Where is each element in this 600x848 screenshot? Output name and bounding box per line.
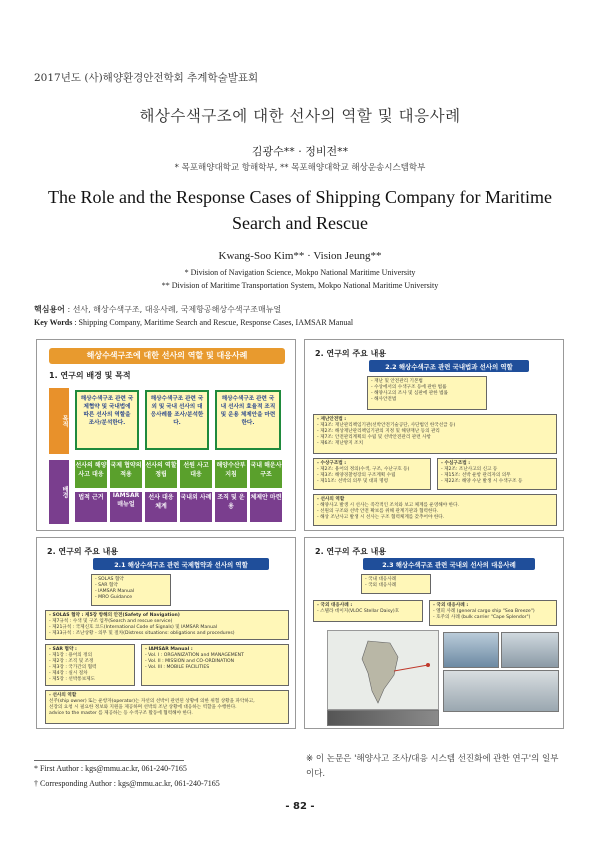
authors-korean: 김광수** · 정비전**: [251, 145, 349, 158]
solas-box-line: - 제21규칙 : 국제신호 코드(International Code of Signals) 및 IAMSAR Manual: [49, 625, 218, 630]
convention-list-item: - IAMSAR Manual: [95, 589, 135, 594]
case-right-title: - 국외 대응사례 :: [433, 603, 469, 608]
disaster-box-line: - 제3조: 재난관리책임기관(선박안전기술공단, 사단법인 한국선급 등): [317, 423, 456, 428]
slide-3-section: 2. 연구의 주요 내용: [47, 547, 119, 556]
slide-1-bg-green-1: 선사의 해양사고 대응: [75, 460, 107, 488]
case-list-item: - 국외 대응사례: [365, 583, 397, 588]
law-list-item: - 수상에서의 수색구조 등에 관한 법률: [371, 385, 447, 390]
sar-box-line: - 제2장 : 조직 및 조정: [49, 659, 94, 664]
role-box-line: - 해상 조난사고 발생 시 선사는 구조 협력체계를 갖추어야 한다.: [317, 515, 445, 520]
slide-4-case-list: [361, 574, 431, 594]
slide-4-right-box: [429, 600, 557, 626]
left-box-line: - 제11조: 선박의 의무 및 대피 명령: [317, 479, 389, 484]
slide-1-bg-purple-6: 체제안 마련: [250, 492, 282, 522]
keywords-korean-text: : 선사, 해상수색구조, 대응사례, 국제항공해상수색구조매뉴얼: [64, 305, 282, 314]
slide-3-role-box: [45, 690, 289, 724]
slide-2-subtitle: 2.2 해상수색구조 관련 국내법과 선사의 역할: [385, 363, 513, 371]
case-list-item: - 국내 대응사례: [365, 577, 397, 582]
role3-box-line: advice to the master 를 제공하는 등 수색구조 활동에 협력해야 한다.: [49, 711, 193, 716]
slide-2-left-box: [313, 458, 431, 490]
slide-1-side-top: 목적: [49, 388, 69, 454]
slide-2-section: 2. 연구의 주요 내용: [315, 349, 387, 358]
slide-1-bg-purple-3: 선사 대응 체계: [145, 492, 177, 522]
case-left-line: - 스텔라 데이지(VLOC Stellar Daisy)호: [317, 609, 400, 614]
law-list-item: - 해양사고의 조사 및 심판에 관한 법률: [371, 391, 448, 396]
disaster-box-line: - 제2조: 해상재난관리책임기관의 지정 및 해양재난 등의 관리: [317, 429, 440, 434]
ship-photo-4: [327, 710, 439, 726]
convention-list-item: - SAR 협약: [95, 583, 118, 588]
affiliation-english-1: * Division of Navigation Science, Mokpo National Maritime University: [184, 268, 416, 277]
ship-photo-3: [443, 670, 559, 712]
sar-box-title: - SAR 협약 :: [49, 647, 77, 652]
slide-1-bg-green-6: 국내 해운사 구조: [250, 460, 282, 488]
convention-list-item: - MRO Guidance: [95, 595, 133, 600]
slide-1-bg-green-2: 국제 협약의 적용: [110, 460, 142, 488]
right-box-line: - 제22조: 해양 수난 발생 시 수색구조 등: [441, 479, 523, 484]
left-box-line: - 제3조: 해양경찰청장의 구조계획 수립: [317, 473, 396, 478]
ship-photo-1: [443, 632, 499, 668]
slide-1-bg-purple-1: 법적 근거: [75, 492, 107, 522]
iamsar-box-line: - Vol. I : ORGANIZATION and MANAGEMENT: [145, 653, 244, 658]
slide-4-section: 2. 연구의 주요 내용: [315, 547, 387, 556]
convention-list-item: - SOLAS 협약: [95, 577, 124, 582]
slide-2-right-box: [437, 458, 557, 490]
keywords-english-label: Key Words: [34, 318, 73, 327]
slide-1-goal-1: 해상수색구조 관련 국제협약 및 국내법에 따른 선사의 역할을 조사/분석한다.: [75, 390, 139, 450]
sar-box-line: - 제5장 : 선박통보제도: [49, 677, 96, 682]
slide-1-goal-2: 해상수색구조 관련 국외 및 국내 선사의 대응사례를 조사/분석한다.: [145, 390, 209, 450]
slide-4-subtitle: 2.3 해상수색구조 관련 국내외 선사의 대응사례: [382, 561, 516, 569]
disaster-box-line: - 제6조: 재난방지 조치: [317, 441, 364, 446]
left-box-line: - 제2조: 용어의 정의(수색, 구조, 수난구호 등): [317, 467, 410, 472]
keywords-english: [34, 318, 353, 327]
slide-4: [304, 537, 564, 729]
sar-box-line: - 제1장 : 용어의 정의: [49, 653, 93, 658]
ship-photo-2: [501, 632, 559, 668]
role-box-line: - 해양사고 발생 시 선사는 즉각적인 조치와 보고 체계를 운영해야 한다.: [317, 503, 459, 508]
solas-box-line: - 제33규칙 : 조난상황 - 의무 및 절차(Distress situations: obligations and procedures): [49, 631, 235, 636]
case-left-title: - 국외 대응사례 :: [317, 603, 353, 608]
slide-4-left-box: [313, 600, 423, 622]
slide-1-banner-text: 해상수색구조에 대한 선사의 역할 및 대응사례: [86, 351, 248, 360]
right-box-title: - 수심구조법 :: [441, 461, 471, 466]
role-box-line: - 선원의 구조와 선박 안전 확보를 위해 관계기관과 협력한다.: [317, 509, 439, 514]
affiliation-english-2: ** Division of Maritime Transportation System, Mokpo National Maritime University: [161, 281, 439, 290]
disaster-box-line: - 제7조: 안전관리계획의 수립 및 선박안전관리 관련 사항: [317, 435, 431, 440]
slide-1-bg-green-3: 선사의 역할 정립: [145, 460, 177, 488]
slide-1-bg-green-5: 해양수산부 지침: [215, 460, 247, 488]
iamsar-box-line: - Vol. II : MISSION and CO-ORDINATION: [145, 659, 235, 664]
slide-1-section: 1. 연구의 배경 및 목적: [49, 371, 131, 380]
slide-1-side-bottom: 배경: [49, 460, 69, 524]
role3-box-title: - 선사의 역할: [49, 693, 77, 698]
chart-map-image: [327, 630, 439, 710]
slide-3-convention-list: [91, 574, 171, 606]
footnote-first-author: * First Author : kgs@mmu.ac.kr, 061-240-7165: [34, 764, 187, 773]
slide-1-goal-3: 해상수색구조 관련 국내 선사의 효율적 조직 및 운용 체제안을 마련한다.: [215, 390, 281, 450]
slide-1-bg-purple-4: 국내외 사례: [180, 492, 212, 522]
role3-box-line: 선주(ship owner) 또는 운항자(operator)는 자선의 선박이 관련된 상황에 의한 위험 상황을 파악하고,: [49, 699, 255, 704]
slide-3-iamsar-box: [141, 644, 289, 686]
slide-3-sar-box: [45, 644, 135, 686]
slide-2: [304, 339, 564, 531]
iamsar-box-title: - IAMSAR Manual :: [145, 647, 193, 652]
sar-box-line: - 제4장 : 실시 절차: [49, 671, 88, 676]
left-box-title: - 수상구조법 :: [317, 461, 347, 466]
affiliations-korean: * 목포해양대학교 항해학부, ** 목포해양대학교 해상운송시스템학부: [174, 163, 426, 173]
title-english: The Role and the Response Cases of Shipping Company for Maritime Search and Rescue: [48, 187, 552, 233]
solas-box-title: - SOLAS 협약 : 제5장 항해의 안전(Safety of Navigation): [49, 613, 180, 618]
slide-3-subtitle: 2.1 해상수색구조 관련 국제협약과 선사의 역할: [114, 561, 248, 569]
slide-2-disaster-box: [313, 414, 557, 454]
law-list-item: - 재난 및 안전관리 기본법: [371, 379, 423, 384]
slide-2-law-list: [367, 376, 487, 410]
slide-2-role-box: [313, 494, 557, 526]
right-box-line: - 제15조: 선박 운항 관리자의 의무: [441, 473, 511, 478]
slide-1-bg-purple-2: IAMSAR 매뉴얼: [110, 492, 142, 522]
case-right-line: - 호주의 사례 (bulk carrier "Cape Splendor"): [433, 615, 531, 620]
page-number: - 82 -: [285, 801, 315, 812]
conference-header: 2017년도 (사)해양환경안전학회 추계학술발표회: [34, 72, 259, 84]
role3-box-line: 선장의 요청 시 필요한 정보와 지원을 제공하며 선박의 조난 상황에 대응하는 역할을 수행한다.: [49, 705, 237, 710]
solas-box-line: - 제7규칙 : 수색 및 구조 업무(Search and rescue service): [49, 619, 173, 624]
slide-1-bg-purple-5: 조직 및 운용: [215, 492, 247, 522]
title-korean: 해상수색구조에 대한 선사의 역할 및 대응사례: [139, 107, 461, 125]
disaster-box-title: - 재난안전법 :: [317, 417, 347, 422]
law-list-item: - 해사안전법: [371, 397, 397, 402]
map-drawing: [328, 631, 438, 709]
keywords-korean: [34, 304, 281, 315]
slide-1-bg-green-4: 선원 사고 대응: [180, 460, 212, 488]
slide-3-solas-box: [45, 610, 289, 640]
sar-box-line: - 제3장 : 국가간의 협력: [49, 665, 97, 670]
iamsar-box-line: - Vol. III : MOBILE FACILITIES: [145, 665, 210, 670]
authors-english: Kwang-Soo Kim** · Vision Jeung**: [218, 250, 382, 262]
acknowledgement-note: ※ 이 논문은 '해양사고 조사/대응 시스템 선진화에 관한 연구'의 일부이다.: [306, 754, 559, 779]
right-box-line: - 제2조: 조난사고의 신고 등: [441, 467, 498, 472]
footnote-corresponding-author: † Corresponding Author : kgs@mmu.ac.kr, 061-240-7165: [34, 779, 220, 788]
case-right-line: - 엘피 사례 (general cargo ship "Sea Breeze"): [433, 609, 535, 614]
footnote-divider: [34, 760, 184, 761]
keywords-english-text: : Shipping Company, Maritime Search and Rescue, Response Cases, IAMSAR Manual: [72, 318, 354, 327]
role-box-title: - 선사의 역할: [317, 497, 345, 502]
keywords-korean-label: 핵심용어: [34, 305, 65, 314]
slide-1: [36, 339, 296, 531]
slide-3: [36, 537, 296, 729]
